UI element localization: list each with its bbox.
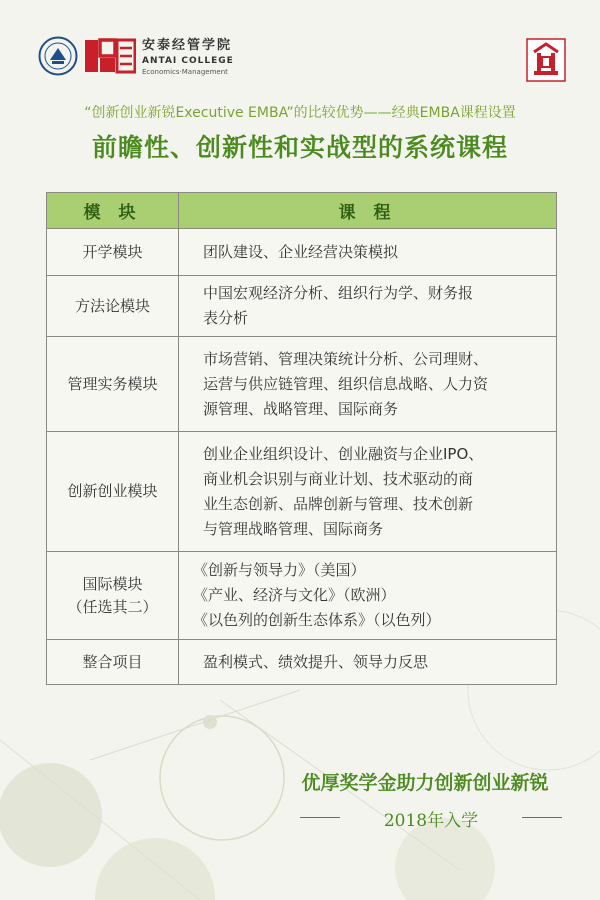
course-cell (179, 276, 557, 337)
module-name: 方法论模块 (74, 296, 150, 315)
page-title: 前瞻性、创新性和实战型的系统课程 (91, 133, 508, 162)
course-cell (179, 229, 557, 276)
acem-logo-icon (84, 38, 136, 74)
module-name: 开学模块 (82, 242, 143, 261)
course-line: 表分析 (203, 309, 249, 327)
course-line: 创业企业组织设计、创业融资与企业IPO、 (203, 444, 484, 463)
header (0, 0, 600, 95)
scholarship-slogan: 优厚奖学金助力创新创业新锐 (301, 772, 549, 794)
course-line: 《以色列的创新生态体系》（以色列） (193, 611, 441, 629)
decorative-dash-right (522, 817, 562, 818)
module-cell (47, 337, 179, 432)
enrollment-year: 2018年入学 (383, 811, 479, 831)
module-name: 整合项目 (82, 652, 143, 671)
course-line: 《产业、经济与文化》（欧洲） (193, 586, 396, 604)
course-line: 市场营销、管理决策统计分析、公司理财、 (203, 349, 489, 368)
table-row (47, 432, 557, 552)
table-row (47, 552, 557, 640)
course-line: 中国宏观经济分析、组织行为学、财务报 (203, 284, 474, 302)
table-row (47, 337, 557, 432)
course-table (46, 192, 557, 685)
subtitle: “创新创业新锐Executive EMBA”的比较优势——经典EMBA课程设置 (84, 105, 516, 121)
sjtu-seal-icon (38, 36, 78, 76)
module-name: 管理实务模块 (67, 374, 158, 393)
module-cell (47, 640, 179, 685)
module-name: 国际模块 (82, 574, 143, 593)
course-cell (179, 432, 557, 552)
column-header-module: 模 块 (47, 193, 179, 229)
course-cell (179, 337, 557, 432)
college-tagline-en: Economics·Management (142, 68, 228, 76)
module-cell (47, 432, 179, 552)
college-name-en: ANTAI COLLEGE (142, 56, 234, 66)
course-line: 商业机会识别与商业计划、技术驱动的商 (203, 469, 474, 488)
table-row (47, 640, 557, 685)
module-name-note: （任选其二） (67, 597, 158, 616)
course-line: 盈利模式、绩效提升、领导力反思 (203, 652, 429, 671)
course-cell (179, 640, 557, 685)
module-cell (47, 552, 179, 640)
college-name (142, 38, 252, 77)
module-cell (47, 276, 179, 337)
table-row (47, 276, 557, 337)
course-cell (179, 552, 557, 640)
red-emblem-icon (526, 38, 566, 82)
column-header-course: 课 程 (179, 193, 557, 229)
decorative-dash-left (300, 817, 340, 818)
course-line: 运营与供应链管理、组织信息战略、人力资 (203, 374, 489, 393)
table-header-row (47, 193, 557, 229)
enrollment-year-row (300, 806, 562, 830)
course-line: 源管理、战略管理、国际商务 (203, 399, 399, 418)
course-line: 与管理战略管理、国际商务 (203, 519, 384, 538)
table-row (47, 229, 557, 276)
module-cell (47, 229, 179, 276)
module-name: 创新创业模块 (67, 482, 158, 500)
college-name-cn: 安泰经管学院 (142, 38, 233, 53)
course-line: 业生态创新、品牌创新与管理、技术创新 (203, 494, 474, 513)
course-line: 团队建设、企业经营决策模拟 (203, 242, 399, 261)
course-line: 《创新与领导力》（美国） (193, 561, 366, 579)
